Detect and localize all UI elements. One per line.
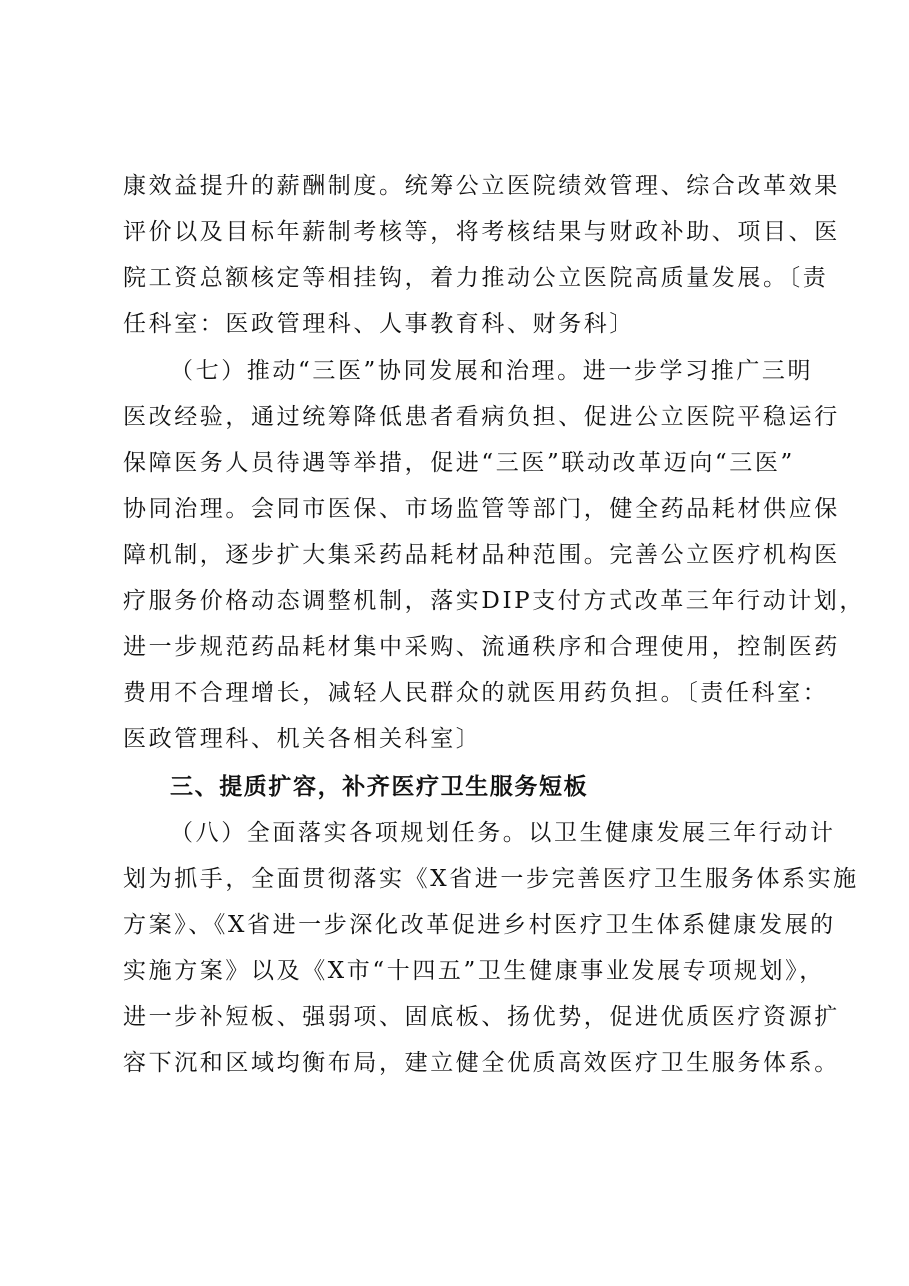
body-line: 康效益提升的薪酬制度。统筹公立医院绩效管理、综合改革效果: [123, 173, 840, 199]
body-line: 疗服务价格动态调整机制，落实DIP支付方式改革三年行动计划，: [123, 588, 866, 614]
body-line: 进一步补短板、强弱项、固底板、扬优势，促进优质医疗资源扩: [123, 1004, 840, 1030]
body-line: 医政管理科、机关各相关科室〕: [123, 726, 482, 752]
section-eight-first-line: （八）全面落实各项规划任务。以卫生健康发展三年行动计: [170, 820, 836, 846]
body-line: 医改经验，通过统筹降低患者看病负担、促进公立医院平稳运行: [123, 404, 840, 430]
body-line: 保障医务人员待遇等举措，促进“三医”联动改革迈向“三医”: [123, 450, 795, 476]
section-heading-three: 三、提质扩容，补齐医疗卫生服务短板: [170, 774, 589, 800]
body-line: 评价以及目标年薪制考核等，将考核结果与财政补助、项目、医: [123, 219, 840, 245]
body-line: 费用不合理增长，减轻人民群众的就医用药负担。〔责任科室：: [123, 680, 829, 706]
body-line: 容下沉和区域均衡布局，建立健全优质高效医疗卫生服务体系。: [123, 1050, 840, 1076]
section-seven-first-line: （七）推动“三医”协同发展和治理。进一步学习推广三明: [170, 358, 814, 384]
body-line: 划为抓手，全面贯彻落实《X省进一步完善医疗卫生服务体系实施: [123, 866, 859, 892]
body-line: 实施方案》以及《X市“十四五”卫生健康事业发展专项规划》，: [123, 958, 825, 984]
body-line: 院工资总额核定等相挂钩，着力推动公立医院高质量发展。〔责: [123, 265, 829, 291]
body-line: 方案》、《X省进一步深化改革促进乡村医疗卫生体系健康发展的: [123, 912, 836, 938]
body-line: 协同治理。会同市医保、市场监管等部门，健全药品耗材供应保: [123, 496, 840, 522]
body-line: 障机制，逐步扩大集采药品耗材品种范围。完善公立医疗机构医: [123, 542, 840, 568]
body-line: 任科室：医政管理科、人事教育科、财务科〕: [123, 311, 635, 337]
body-line: 进一步规范药品耗材集中采购、流通秩序和合理使用，控制医药: [123, 634, 840, 660]
